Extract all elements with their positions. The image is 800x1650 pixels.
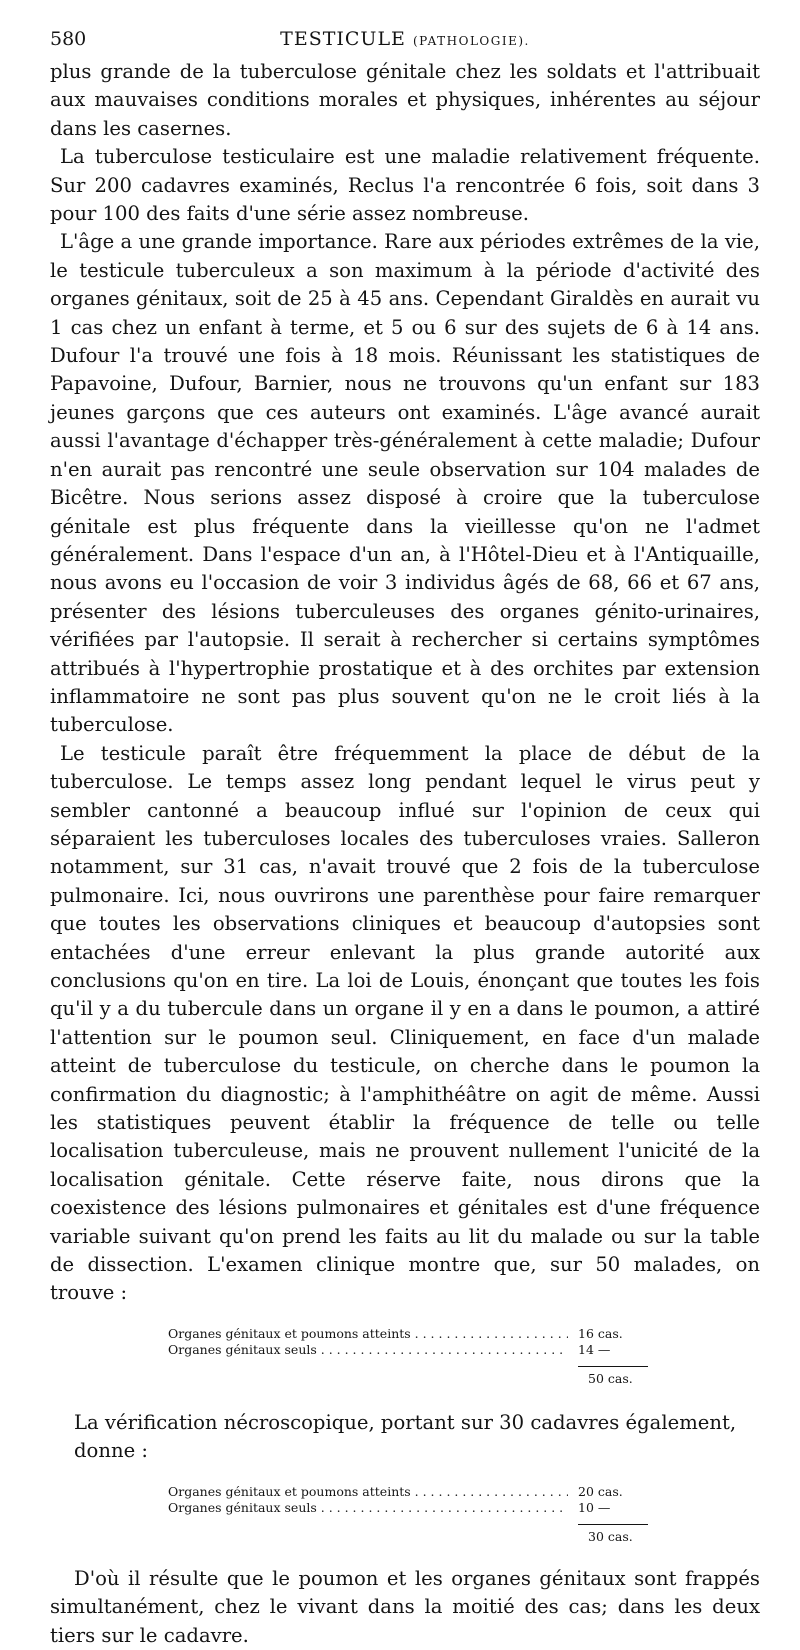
stats-value: 16 cas. xyxy=(578,1325,623,1341)
paragraph-frequency: La tuberculose testiculaire est une maladie relativement fréquente. Sur 200 cadavres examinés, Reclus l'a rencontrée 6 fois, soit dans 3 pour 100 des faits d'une série assez nombreuse. xyxy=(50,145,760,226)
necropsy-stats-table xyxy=(168,1484,648,1545)
stats-value: 20 cas. xyxy=(578,1483,623,1499)
stats-row xyxy=(168,1326,648,1342)
page-header xyxy=(50,22,760,58)
page-number: 580 xyxy=(50,28,87,50)
conclusion-paragraph: D'où il résulte que le poumon et les organes génitaux sont frappés simultanément, chez le vivant dans la moitié des cas; dans les deux tiers sur le cadavre. xyxy=(50,1566,760,1647)
stats-total-value: 30 cas. xyxy=(588,1528,633,1544)
paragraph-continuation: plus grande de la tuberculose génitale chez les soldats et l'attribuait aux mauvaises conditions morales et physiques, inhérentes au séjour dans les casernes. xyxy=(50,60,760,140)
paragraph-age: L'âge a une grande importance. Rare aux périodes extrêmes de la vie, le testicule tuberculeux a son maximum à la période d'activité des organes génitaux, soit de 25 à 45 ans. Cependant Giraldès en aurait vu 1 cas chez un enfant à terme, et 5 ou 6 sur des sujets de 6 à 14 ans. Dufour l'a trouvé une fois à 18 mois. Réunissant les statistiques de Papavoine, Dufour, Barnier, nous ne trouvons qu'un enfant sur 183 jeunes garçons que ces auteurs ont examinés. L'âge avancé aurait aussi l'avantage d'échapper très-généralement à cette maladie; Dufour n'en aurait pas rencontré une seule observation sur 104 malades de Bicêtre. Nous serions assez disposé à croire que la tuberculose génitale est plus fréquente dans la vieillesse qu'on ne l'admet généralement. Dans l'espace d'un an, à l'Hôtel-Dieu et à l'Antiquaille, nous avons eu l'occasion de voir 3 individus âgés de 68, 66 et 67 ans, présenter des lésions tuberculeuses des organes génito-urinaires, vérifiées par l'autopsie. Il serait à rechercher si certains symptômes attribués à l'hypertrophie prostatique et à des orchites par extension inflammatoire ne sont pas plus souvent qu'on ne le croit liés à la tuberculose. xyxy=(50,230,760,737)
total-rule xyxy=(578,1366,648,1367)
necropsy-intro: La vérification nécroscopique, portant sur 30 cadavres également, donne : xyxy=(74,1410,737,1463)
stats-label: Organes génitaux et poumons atteints . . . xyxy=(168,1484,568,1500)
running-head-subtitle: (PATHOLOGIE). xyxy=(412,34,530,48)
stats-label: Organes génitaux seuls . . . xyxy=(168,1500,568,1516)
paragraph-onset: Le testicule paraît être fréquemment la place de début de la tuberculose. Le temps assez long pendant lequel le virus peut y sembler cantonné a beaucoup influé sur l'opinion de ceux qui séparaient les tuberculoses locales des tuberculoses vraies. Salleron notamment, sur 31 cas, n'avait trouvé que 2 fois de la tuberculose pulmonaire. Ici, nous ouvrirons une parenthèse pour faire remarquer que toutes les observations cliniques et beaucoup d'autopsies sont entachées d'une erreur enlevant la plus grande autorité aux conclusions qu'on en tire. La loi de Louis, énonçant que toutes les fois qu'il y a du tubercule dans un organe il y en a dans le poumon, a attiré l'attention sur le poumon seul. Cliniquement, en face d'un malade atteint de tuberculose du testicule, on cherche dans le poumon la confirmation du diagnostic; à l'amphithéâtre on agit de même. Aussi les statistiques peuvent établir la fréquence de telle ou telle localisation tuberculeuse, mais ne prouvent nullement l'unicité de la localisation génitale. Cette réserve faite, nous dirons que la coexistence des lésions pulmonaires et génitales est d'une fréquence variable suivant qu'on prend les faits au lit du malade ou sur la table de dissection. L'examen clinique montre que, sur 50 malades, on trouve : xyxy=(50,741,760,1305)
running-head xyxy=(50,28,760,50)
stats-value: 14 — xyxy=(578,1341,611,1357)
stats-value: 10 — xyxy=(578,1499,611,1515)
stats-label: Organes génitaux seuls . . . xyxy=(168,1342,568,1358)
total-rule xyxy=(578,1524,648,1525)
stats-row xyxy=(168,1484,648,1500)
stats-total xyxy=(578,1529,648,1545)
stats-label: Organes génitaux et poumons atteints . . . xyxy=(168,1326,568,1342)
stats-total-value: 50 cas. xyxy=(588,1370,633,1386)
body-text xyxy=(50,58,760,1308)
running-head-title: TESTICULE xyxy=(280,28,406,50)
stats-row xyxy=(168,1342,648,1358)
stats-row xyxy=(168,1500,648,1516)
clinical-stats-table xyxy=(168,1326,648,1387)
